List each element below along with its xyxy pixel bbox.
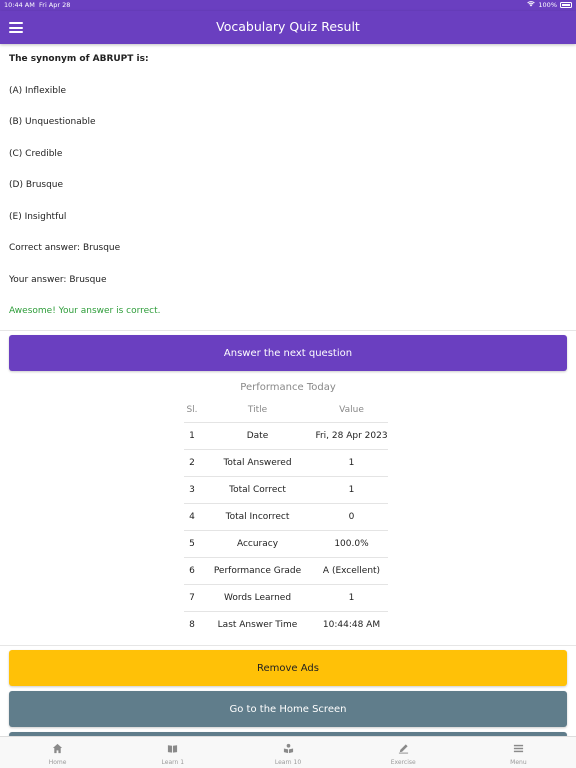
wifi-icon [527, 1, 535, 9]
performance-title: Performance Today [240, 382, 336, 393]
option-c: (C) Credible [9, 149, 63, 159]
bottom-tab-bar [0, 736, 576, 768]
cell-value: A (Excellent) [322, 566, 381, 576]
remove-ads-button[interactable]: Remove Ads [9, 650, 567, 686]
next-question-button[interactable]: Answer the next question [9, 335, 567, 371]
cell-title: Total Answered [223, 458, 292, 468]
option-b: (B) Unquestionable [9, 117, 96, 127]
tab-label: Exercise [390, 759, 416, 766]
table-row [184, 611, 388, 638]
tab-label: Learn 1 [161, 759, 185, 766]
tab-label: Menu [510, 759, 527, 766]
status-time: 10:44 AM Fri Apr 28 [4, 1, 71, 9]
cell-title: Total Correct [229, 485, 286, 495]
answer-feedback: Awesome! Your answer is correct. [9, 306, 161, 316]
cell-value: Fri, 28 Apr 2023 [315, 431, 388, 441]
performance-table [184, 398, 388, 638]
table-header [184, 398, 388, 422]
tab-label: Home [48, 759, 67, 766]
table-row [184, 530, 388, 557]
header-value: Value [339, 405, 364, 415]
tab-menu[interactable] [461, 737, 576, 768]
cell-title: Last Answer Time [217, 620, 298, 630]
cell-title: Date [246, 431, 269, 441]
battery-icon [560, 2, 572, 8]
cell-title: Accuracy [236, 539, 279, 549]
cell-sl: 1 [189, 431, 195, 441]
tab-home[interactable] [0, 737, 115, 768]
cell-value: 1 [348, 485, 355, 495]
cell-title: Words Learned [223, 593, 292, 603]
option-e: (E) Insightful [9, 212, 67, 222]
table-row [184, 422, 388, 449]
home-icon [52, 739, 63, 758]
tab-exercise[interactable] [346, 737, 461, 768]
correct-answer: Correct answer: Brusque [9, 243, 121, 253]
cell-value: 1 [348, 458, 355, 468]
divider [0, 330, 576, 331]
cell-sl: 7 [189, 593, 195, 603]
table-row [184, 503, 388, 530]
header-title: Title [247, 405, 268, 415]
cell-value: 1 [348, 593, 355, 603]
status-right [527, 1, 572, 9]
battery-percent: 100% [538, 1, 557, 9]
pencil-icon [398, 739, 409, 758]
table-row [184, 584, 388, 611]
tab-learn-10[interactable] [230, 737, 345, 768]
reader-icon [283, 739, 294, 758]
tab-label: Learn 10 [274, 759, 302, 766]
header-sl: Sl. [186, 405, 198, 415]
your-answer: Your answer: Brusque [9, 275, 107, 285]
divider [0, 645, 576, 646]
cell-sl: 8 [189, 620, 195, 630]
page-title: Vocabulary Quiz Result [216, 19, 360, 34]
app-bar [0, 11, 576, 44]
menu-icon [513, 739, 524, 758]
table-row [184, 557, 388, 584]
cell-title: Total Incorrect [225, 512, 290, 522]
cell-sl: 3 [189, 485, 195, 495]
status-bar [0, 0, 576, 11]
cell-sl: 2 [189, 458, 195, 468]
cell-sl: 4 [189, 512, 195, 522]
cell-value: 0 [348, 512, 355, 522]
tab-learn-1[interactable] [115, 737, 230, 768]
cell-value: 100.0% [334, 539, 369, 549]
cell-value: 10:44:48 AM [322, 620, 381, 630]
cell-sl: 6 [189, 566, 195, 576]
question-prompt: The synonym of ABRUPT is: [9, 54, 149, 64]
table-row [184, 449, 388, 476]
home-screen-button[interactable]: Go to the Home Screen [9, 691, 567, 727]
book-icon [167, 739, 178, 758]
option-d: (D) Brusque [9, 180, 64, 190]
cell-title: Performance Grade [213, 566, 302, 576]
table-row [184, 476, 388, 503]
cell-sl: 5 [189, 539, 195, 549]
option-a: (A) Inflexible [9, 86, 67, 96]
